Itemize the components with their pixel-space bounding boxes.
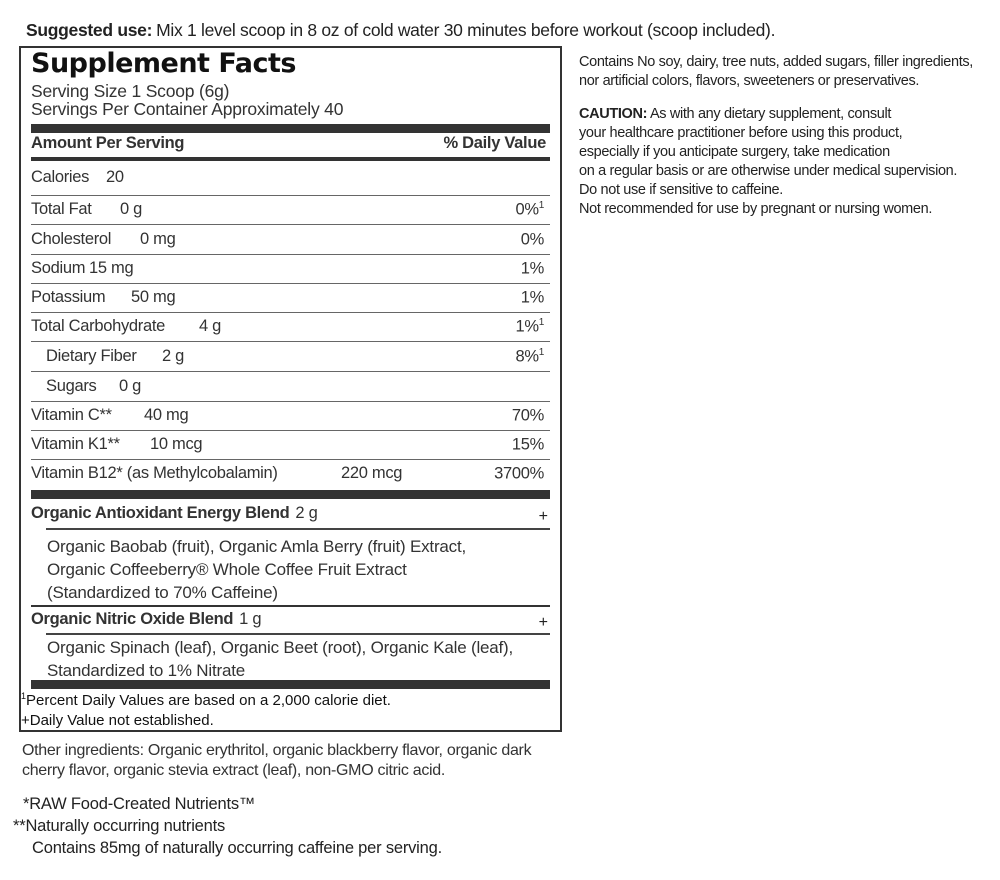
blend-line: Organic Coffeeberry® Whole Coffee Fruit Extract [47,560,407,579]
suggested-use [26,20,986,41]
nutrient-label: Cholesterol [31,230,112,248]
blend-dv: + [538,614,548,631]
nutrient-row [31,460,550,489]
dv-value: 3700% [494,464,544,483]
suggested-use-text: Mix 1 level scoop in 8 oz of cold water 30 minutes before workout (scoop included). [156,20,776,40]
calories-row [31,163,550,196]
divider-thick [31,124,550,133]
serving-size: Serving Size 1 Scoop (6g) [31,81,230,101]
nutrient-amount: 2 g [162,347,185,365]
nutrient-row [31,226,550,255]
nutrient-amount: 220 mcg [341,464,403,482]
blend-divider [46,528,550,530]
contains-statement: Contains No soy, dairy, tree nuts, added sugars, filler ingredients, nor artificial colors, flavors, sweeteners or preservatives. [579,54,973,89]
footnote-dv-not-established: +Daily Value not established. [21,712,214,729]
caution-line: on a regular basis or are otherwise under medical supervision. [579,163,958,179]
nutrient-label: Vitamin C** [31,406,112,424]
nutrient-amount: 40 mg [144,406,189,424]
calories-label: Calories [31,168,90,186]
dv-footnote-mark: 1 [538,347,544,358]
warnings-column [579,53,994,219]
nutrient-row [31,255,550,284]
caffeine-note: Contains 85mg of naturally occurring caffeine per serving. [32,839,442,857]
blend-name: Organic Nitric Oxide Blend [31,610,234,628]
footnote-text: Percent Daily Values are based on a 2,000 calorie diet. [26,692,391,709]
caution-line: As with any dietary supplement, consult [649,106,892,122]
blend-name: Organic Antioxidant Energy Blend [31,504,290,522]
notes [13,793,442,859]
divider-thick [31,490,550,499]
nutrient-row [31,343,550,372]
dv-value: 70% [511,406,544,425]
footnote-sup: 1 [21,691,27,701]
nutrient-amount: 0 g [119,377,142,395]
caution-line: especially if you anticipate surgery, take medication [579,144,890,160]
nutrient-row [31,196,550,225]
column-header [31,134,546,153]
nutrient-label: Total Carbohydrate [31,317,166,335]
nutrient-amount: 0 mg [140,230,176,248]
daily-value-header: % Daily Value [443,134,546,152]
raw-note: *RAW Food-Created Nutrients™ [23,795,256,813]
natural-note: **Naturally occurring nutrients [13,817,226,835]
nutrient-label: Sodium [31,259,86,277]
dv-value: 0% [515,200,539,219]
suggested-use-label: Suggested use: [26,20,153,40]
footnote-percent-dv [21,691,391,709]
blend-ingredients [47,636,547,682]
nutrient-amount: 4 g [199,317,222,335]
nutrient-row [31,373,550,402]
blend-dv: + [538,508,548,525]
nutrient-amount: 50 mg [131,288,176,306]
nutrient-daily-value [521,259,544,279]
facts-title: Supplement Facts [31,48,296,79]
nutrient-daily-value [521,288,544,308]
blend-line: Organic Spinach (leaf), Organic Beet (root), Organic Kale (leaf), [47,638,514,657]
blend-line: Organic Baobab (fruit), Organic Amla Berry (fruit) Extract, [47,537,467,556]
dv-value: 1% [515,317,539,336]
caffeine-warning: Do not use if sensitive to caffeine. [579,182,783,198]
nutrient-daily-value [515,347,544,367]
supplement-facts-panel [19,46,562,732]
nutrient-daily-value [512,406,544,426]
blend-amount: 2 g [295,504,318,522]
divider-medium [31,157,550,161]
caution-label: CAUTION: [579,106,648,122]
blend-line: (Standardized to 70% Caffeine) [47,583,278,602]
calories-value: 20 [106,168,124,186]
nutrient-daily-value [494,464,544,484]
dv-value: 8% [515,347,539,366]
dv-footnote-mark: 1 [538,200,544,211]
nutrient-row [31,313,550,342]
nutrient-amount: 10 mcg [150,435,203,453]
blend-amount: 1 g [239,610,262,628]
nutrient-daily-value [515,200,544,220]
divider-thick [31,680,550,689]
blend-ingredients [47,535,547,604]
nutrient-label: Vitamin K1** [31,435,120,453]
serving-info [31,82,343,118]
nutrient-label: Total Fat [31,200,92,218]
dv-footnote-mark: 1 [538,317,544,328]
blend-divider [46,633,550,635]
blend-line: Standardized to 1% Nitrate [47,661,245,680]
caution-line: your healthcare practitioner before using this product, [579,125,903,141]
nutrient-label: Potassium [31,288,106,306]
servings-per-container: Servings Per Container Approximately 40 [31,99,344,119]
nutrient-row [31,284,550,313]
caution-statement [579,105,994,181]
pregnancy-warning: Not recommended for use by pregnant or nursing women. [579,201,933,217]
divider-thin [31,605,550,607]
nutrient-daily-value [521,230,544,250]
dv-value: 1% [520,288,544,307]
dv-value: 15% [511,435,544,454]
nutrient-label: Sugars [46,377,97,395]
nutrient-row [31,402,550,431]
blend-title [31,610,261,629]
blend-title [31,504,317,523]
nutrient-row [31,431,550,460]
nutrient-amount: 0 g [120,200,143,218]
nutrient-daily-value [512,435,544,455]
dv-value: 0% [520,230,544,249]
other-ingredients: Other ingredients: Organic erythritol, organic blackberry flavor, organic dark cherry flavor, organic stevia extract (leaf), non-GMO citric acid. [22,742,532,779]
nutrient-amount: 15 mg [89,259,134,277]
dv-value: 1% [520,259,544,278]
nutrient-daily-value [515,317,544,337]
amount-per-serving-header: Amount Per Serving [31,134,185,152]
nutrient-label: Dietary Fiber [46,347,137,365]
nutrient-label: Vitamin B12* (as Methylcobalamin) [31,464,278,482]
